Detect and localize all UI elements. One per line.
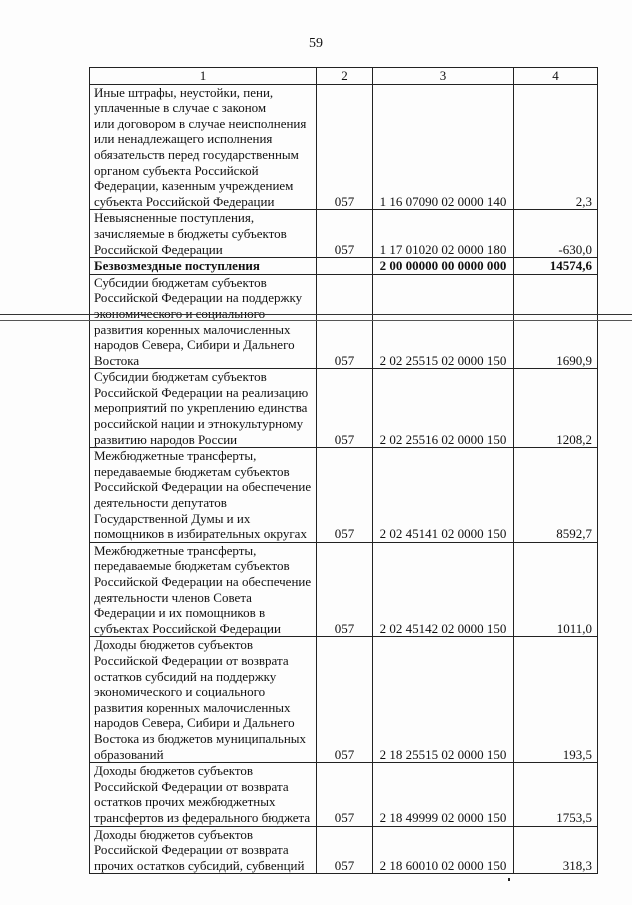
description-line: трансфертов из федерального бюджета (94, 809, 311, 825)
description-line: Межбюджетные трансферты, (94, 448, 257, 464)
description-line: Субсидии бюджетам субъектов (94, 369, 267, 385)
description-line: мероприятий по укреплению единства (94, 400, 308, 416)
description-line: российской нации и этнокультурному (94, 416, 304, 432)
admin-code-cell: 057 (317, 369, 373, 448)
scan-speck (508, 878, 510, 881)
kbk-code-cell: 2 02 25516 02 0000 150 (373, 369, 514, 448)
amount-cell: 1753,5 (514, 763, 598, 826)
description-cell (90, 763, 317, 826)
table-row (90, 258, 598, 275)
kbk-code-cell: 2 18 25515 02 0000 150 (373, 637, 514, 763)
description-line: экономического и социального (94, 684, 266, 700)
description-line: развития коренных малочисленных (94, 321, 291, 337)
admin-code-cell: 057 (317, 448, 373, 543)
kbk-code-cell: 2 02 25515 02 0000 150 (373, 274, 514, 369)
table-row (90, 542, 598, 637)
description-line: Доходы бюджетов субъектов (94, 763, 254, 779)
column-header: 4 (514, 68, 598, 85)
description-line: обязательств перед государственным (94, 146, 299, 162)
description-line: субъекта Российской Федерации (94, 193, 275, 209)
description-line: Субсидии бюджетам субъектов (94, 274, 267, 290)
admin-code-cell: 057 (317, 210, 373, 258)
description-line: прочих остатков субсидий, субвенций (94, 857, 305, 873)
description-line: передаваемые бюджетам субъектов (94, 558, 290, 574)
description-line: Российской Федерации на обеспечение (94, 574, 312, 589)
scan-artifact-line (0, 320, 632, 321)
description-line: деятельности членов Совета (94, 589, 252, 605)
description-line: народов Севера, Сибири и Дальнего (94, 337, 295, 353)
kbk-code-cell: 2 18 60010 02 0000 150 (373, 826, 514, 874)
kbk-code-cell: 2 02 45141 02 0000 150 (373, 448, 514, 543)
amount-cell: -630,0 (514, 210, 598, 258)
description-line: Невыясненные поступления, (94, 210, 255, 226)
table-row (90, 369, 598, 448)
description-cell (90, 637, 317, 763)
amount-cell: 1011,0 (514, 542, 598, 637)
description-line: Государственной Думы и их (94, 510, 251, 526)
table-row (90, 274, 598, 369)
kbk-code-cell: 1 17 01020 02 0000 180 (373, 210, 514, 258)
table-row (90, 84, 598, 210)
description-line: образований (94, 746, 164, 762)
kbk-code-cell: 2 18 49999 02 0000 150 (373, 763, 514, 826)
table-row (90, 826, 598, 874)
description-line: зачисляемые в бюджеты субъектов (94, 225, 287, 241)
description-line: Востока (94, 352, 140, 368)
admin-code-cell: 057 (317, 274, 373, 369)
kbk-code-cell: 2 02 45142 02 0000 150 (373, 542, 514, 637)
description-line: субъектах Российской Федерации (94, 620, 281, 636)
description-line: Доходы бюджетов субъектов (94, 637, 254, 653)
table-row (90, 448, 598, 543)
description-line: развитию народов России (94, 431, 238, 447)
description-line: Межбюджетные трансферты, (94, 542, 257, 558)
amount-cell: 2,3 (514, 84, 598, 210)
description-line: Российской Федерации на поддержку (94, 290, 303, 306)
description-line: или ненадлежащего исполнения (94, 131, 273, 147)
description-line: Востока из бюджетов муниципальных (94, 730, 307, 746)
amount-cell: 193,5 (514, 637, 598, 763)
description-cell (90, 210, 317, 258)
admin-code-cell (317, 258, 373, 275)
table-row (90, 637, 598, 763)
column-header: 3 (373, 68, 514, 85)
scan-artifact-line (0, 314, 632, 315)
description-line: Федерации и их помощников в (94, 605, 266, 621)
table-row (90, 210, 598, 258)
kbk-code-cell: 1 16 07090 02 0000 140 (373, 84, 514, 210)
admin-code-cell: 057 (317, 826, 373, 874)
kbk-code-cell: 2 00 00000 00 0000 000 (373, 258, 514, 275)
description-line: Безвозмездные поступления (94, 258, 260, 274)
admin-code-cell: 057 (317, 763, 373, 826)
description-line: Российской Федерации на реализацию (94, 384, 309, 400)
column-header: 1 (90, 68, 317, 85)
description-line: Российской Федерации (94, 241, 223, 257)
amount-cell: 318,3 (514, 826, 598, 874)
description-line: или договором в случае неисполнения (94, 115, 307, 131)
description-line: Доходы бюджетов субъектов (94, 826, 254, 842)
description-line: остатков прочих межбюджетных (94, 794, 276, 810)
description-cell (90, 84, 317, 210)
amount-cell: 8592,7 (514, 448, 598, 543)
amount-cell: 14574,6 (514, 258, 598, 275)
description-cell (90, 369, 317, 448)
amount-cell: 1690,9 (514, 274, 598, 369)
description-line: Российской Федерации от возврата (94, 842, 289, 858)
table-header-row (90, 68, 598, 85)
description-line: органом субъекта Российской (94, 162, 259, 178)
admin-code-cell: 057 (317, 84, 373, 210)
amount-cell: 1208,2 (514, 369, 598, 448)
admin-code-cell: 057 (317, 542, 373, 637)
page-number: 59 (309, 36, 323, 51)
description-cell (90, 274, 317, 369)
description-line: передаваемые бюджетам субъектов (94, 463, 290, 479)
description-line: народов Севера, Сибири и Дальнего (94, 715, 295, 731)
description-line: экономического и социального (94, 305, 266, 321)
description-cell (90, 542, 317, 637)
description-line: развития коренных малочисленных (94, 699, 291, 715)
revenue-table (89, 67, 598, 874)
description-line: Российской Федерации от возврата (94, 652, 289, 668)
description-line: помощников в избирательных округах (94, 526, 307, 542)
description-cell (90, 448, 317, 543)
description-cell (90, 826, 317, 874)
description-line: Федерации, казенным учреждением (94, 178, 294, 194)
description-line: уплаченные в случае с законом (94, 100, 267, 116)
description-line: деятельности депутатов (94, 495, 227, 511)
description-line: Российской Федерации на обеспечение (94, 479, 312, 495)
table-row (90, 763, 598, 826)
admin-code-cell: 057 (317, 637, 373, 763)
description-line: Иные штрафы, неустойки, пени, (94, 84, 274, 100)
description-cell (90, 258, 317, 275)
description-line: Российской Федерации от возврата (94, 778, 289, 794)
column-header: 2 (317, 68, 373, 85)
description-line: остатков субсидий на поддержку (94, 668, 277, 684)
